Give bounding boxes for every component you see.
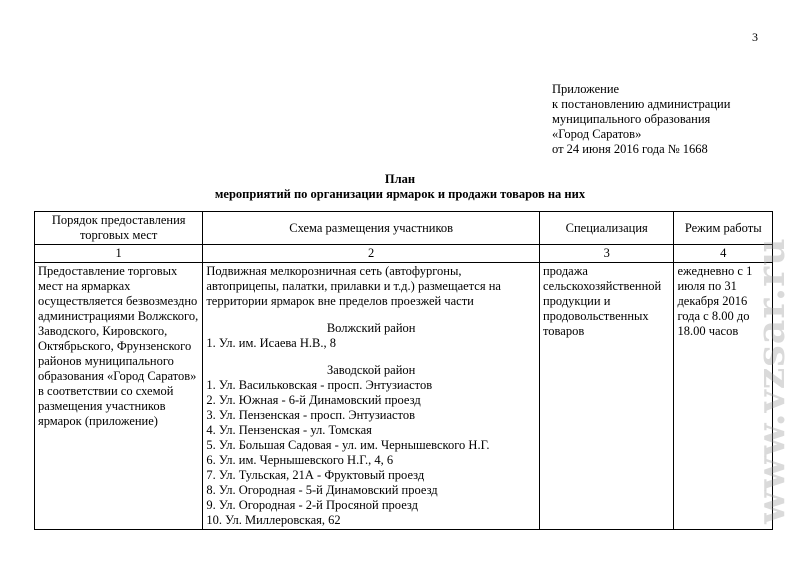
header-row bbox=[35, 212, 773, 245]
address-item: 5. Ул. Большая Садовая - ул. им. Чернышевского Н.Г. bbox=[206, 438, 490, 452]
page-number: 3 bbox=[752, 30, 758, 44]
specialization-cell: продажа сельскохозяйственной продукции и продовольственных товаров bbox=[539, 263, 673, 530]
column-number: 4 bbox=[674, 245, 773, 263]
address-item: 10. Ул. Миллеровская, 62 bbox=[206, 513, 341, 527]
subtitle-line: мероприятий по организации ярмарок и продажи товаров на них bbox=[214, 187, 586, 201]
column-number-row bbox=[35, 245, 773, 263]
title-line: План bbox=[384, 172, 416, 186]
schedule-cell: ежедневно с 1 июля по 31 декабря 2016 года с 8.00 до 18.00 часов bbox=[674, 263, 773, 530]
watermark bbox=[748, 200, 792, 560]
column-number: 3 bbox=[539, 245, 673, 263]
address-item: 4. Ул. Пензенская - ул. Томская bbox=[206, 423, 372, 437]
appendix-line: к постановлению администрации bbox=[552, 97, 731, 111]
appendix-line: от 24 июня 2016 года № 1668 bbox=[552, 142, 708, 156]
appendix-note bbox=[552, 82, 730, 157]
column-number: 1 bbox=[35, 245, 203, 263]
plan-table bbox=[34, 211, 773, 530]
address-item: 1. Ул. им. Исаева Н.В., 8 bbox=[206, 336, 336, 350]
district-name: Заводской район bbox=[326, 363, 416, 377]
document-title bbox=[0, 172, 800, 202]
address-item: 9. Ул. Огородная - 2-й Просяной проезд bbox=[206, 498, 418, 512]
appendix-line: Приложение bbox=[552, 82, 620, 96]
appendix-line: муниципального образования bbox=[552, 112, 711, 126]
address-item: 2. Ул. Южная - 6-й Динамовский проезд bbox=[206, 393, 421, 407]
header-cell: Режим работы bbox=[674, 212, 773, 245]
watermark-text: www.vzsar.ru bbox=[747, 236, 793, 524]
header-cell: Специализация bbox=[539, 212, 673, 245]
address-item: 8. Ул. Огородная - 5-й Динамовский проезд bbox=[206, 483, 438, 497]
scheme-intro: Подвижная мелкорозничная сеть (автофургоны, автоприцепы, палатки, прилавки и т.д.) размещается на территории ярмарок вне пределов проезжей части bbox=[206, 264, 501, 308]
district-name: Волжский район bbox=[326, 321, 416, 335]
address-item: 6. Ул. им. Чернышевского Н.Г., 4, 6 bbox=[206, 453, 394, 467]
order-cell: Предоставление торговых мест на ярмарках осуществляется безвозмездно администрациями Волжского, Заводского, Кировского, Октябрьского, Фрунзенского районов муниципального образования «Город Саратов» в соответствии со схемой размещения участников ярмарок (приложение) bbox=[35, 263, 203, 530]
scheme-cell bbox=[203, 263, 540, 530]
header-cell: Схема размещения участников bbox=[203, 212, 540, 245]
table-row bbox=[35, 263, 773, 530]
header-cell: Порядок предоставления торговых мест bbox=[35, 212, 203, 245]
appendix-line: «Город Саратов» bbox=[552, 127, 642, 141]
address-item: 3. Ул. Пензенская - просп. Энтузиастов bbox=[206, 408, 415, 422]
address-item: 1. Ул. Васильковская - просп. Энтузиастов bbox=[206, 378, 433, 392]
address-item: 7. Ул. Тульская, 21А - Фруктовый проезд bbox=[206, 468, 425, 482]
column-number: 2 bbox=[203, 245, 540, 263]
